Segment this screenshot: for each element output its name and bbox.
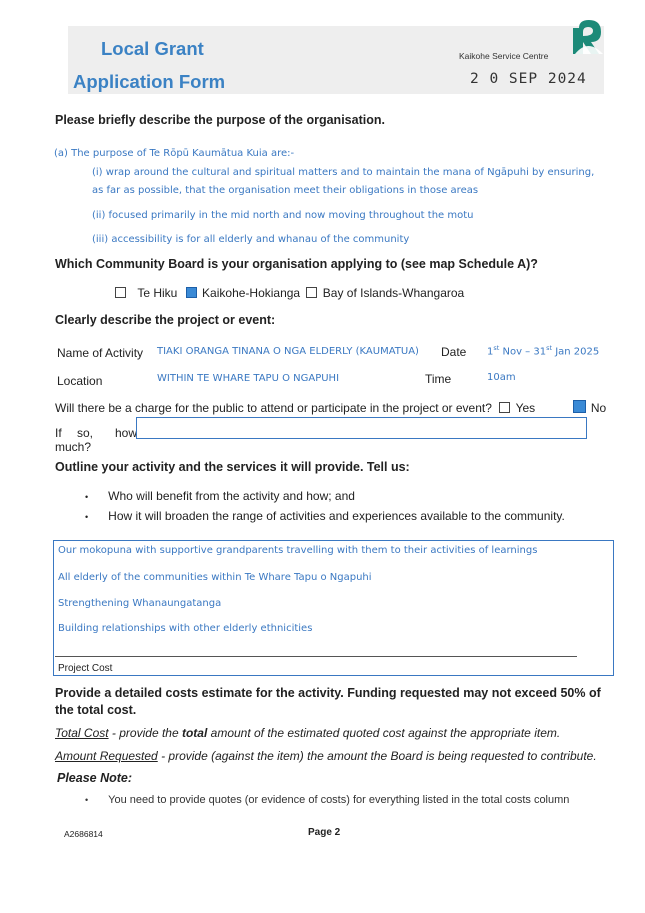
how-much-input[interactable] — [136, 417, 587, 439]
page-number: Page 2 — [308, 827, 341, 838]
project-cost-label: Project Cost — [58, 663, 113, 674]
council-logo-icon — [571, 18, 605, 56]
purpose-intro: (a) The purpose of Te Rōpū Kaumātua Kuia are:- — [54, 148, 295, 159]
location-value[interactable]: WITHIN TE WHARE TAPU O NGAPUHI — [157, 373, 340, 384]
outline-bullet-2: • How it will broaden the range of activities and experiences available to the community. — [85, 509, 565, 523]
outline-answer-3: Strengthening Whanaungatanga — [58, 598, 222, 609]
board-te-hiku-checkbox[interactable] — [115, 287, 126, 298]
service-centre-label: Kaikohe Service Centre — [459, 51, 549, 61]
board-kaikohe-hokianga-label: Kaikohe-Hokianga — [202, 286, 301, 300]
purpose-item-1b: as far as possible, that the organisation meet their obligations in those areas — [92, 185, 479, 196]
activity-date-value[interactable]: 1st Nov – 31st Jan 2025 — [487, 344, 600, 358]
time-value[interactable]: 10am — [487, 372, 516, 383]
charge-question: Will there be a charge for the public to attend or participate in the project or event? — [55, 401, 492, 415]
location-label: Location — [57, 374, 103, 388]
activity-name-label: Name of Activity — [57, 346, 144, 360]
purpose-question: Please briefly describe the purpose of the organisation. — [55, 113, 385, 127]
board-bay-of-islands-checkbox[interactable] — [306, 287, 317, 298]
charge-no-checkbox[interactable] — [573, 400, 586, 413]
charge-question-row — [55, 400, 606, 415]
board-bay-of-islands-label: Bay of Islands-Whangaroa — [322, 286, 465, 300]
please-note-heading: Please Note: — [57, 771, 133, 785]
amount-requested-definition: Amount Requested - provide (against the item) the amount the Board is being requested to contribute. — [55, 749, 597, 763]
please-note-bullet: • You need to provide quotes (or evidence of costs) for everything listed in the total costs column — [85, 794, 570, 806]
form-title-line1: Local Grant — [101, 38, 204, 59]
purpose-item-2: (ii) focused primarily in the mid north and now moving throughout the motu — [92, 210, 474, 221]
charge-no-label: No — [590, 401, 607, 415]
board-question: Which Community Board is your organisation applying to (see map Schedule A)? — [55, 257, 538, 271]
costs-heading-line2: the total cost. — [55, 703, 137, 717]
activity-date-label: Date — [441, 345, 467, 359]
total-cost-definition: Total Cost - provide the total amount of the estimated quoted cost against the appropriate item. — [55, 726, 561, 740]
outline-answer-4: Building relationships with other elderly ethnicities — [58, 623, 313, 634]
board-kaikohe-hokianga-checkbox[interactable] — [186, 287, 197, 298]
board-te-hiku-label: Te Hiku — [137, 286, 178, 300]
outline-question: Outline your activity and the services it will provide. Tell us: — [55, 460, 410, 474]
outline-answer-2: All elderly of the communities within Te Whare Tapu o Ngapuhi — [58, 572, 372, 583]
project-question: Clearly describe the project or event: — [55, 313, 276, 327]
costs-heading-line1: Provide a detailed costs estimate for the activity. Funding requested may not exceed 50% of — [55, 686, 601, 700]
document-reference: A2686814 — [64, 829, 103, 839]
purpose-item-1a: (i) wrap around the cultural and spiritual matters and to maintain the mana of Ngāpuhi by ensuring, — [92, 167, 595, 178]
activity-name-value[interactable]: TIAKI ORANGA TINANA O NGA ELDERLY (KAUMATUA) — [157, 346, 419, 357]
outline-answer-1: Our mokopuna with supportive grandparents travelling with them to their activities of learnings — [58, 545, 538, 556]
outline-divider — [55, 656, 577, 657]
purpose-item-3: (iii) accessibility is for all elderly and whanau of the community — [92, 234, 410, 245]
form-title-line2: Application Form — [73, 71, 226, 92]
time-label: Time — [425, 372, 452, 386]
outline-bullet-1: • Who will benefit from the activity and how; and — [85, 489, 355, 503]
charge-yes-checkbox[interactable] — [499, 402, 510, 413]
date-received-stamp: 2 0 SEP 2024 — [470, 71, 587, 87]
board-options — [115, 286, 464, 300]
charge-yes-label: Yes — [515, 401, 536, 415]
